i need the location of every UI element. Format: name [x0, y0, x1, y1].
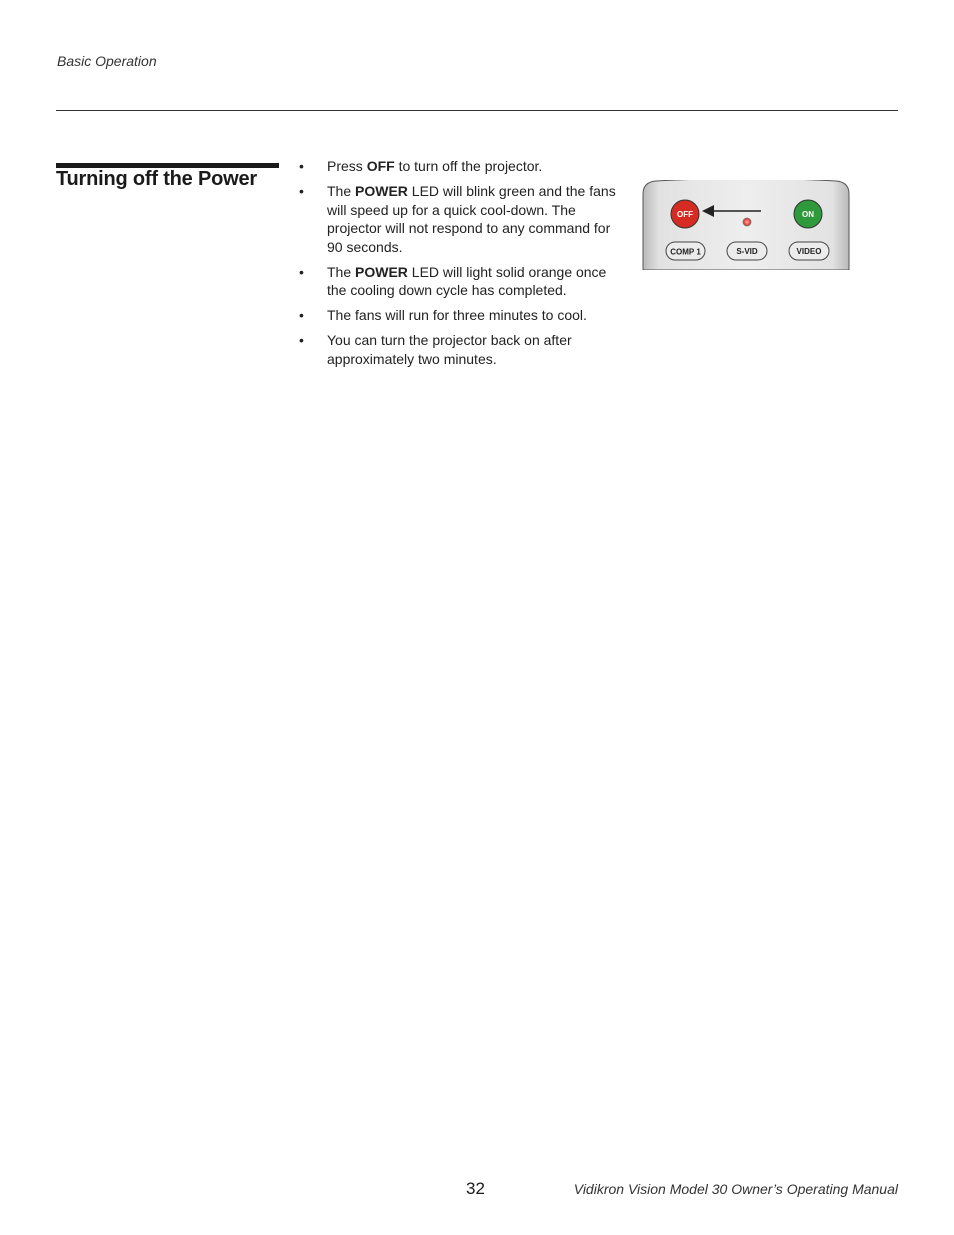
- video-button: [789, 242, 829, 260]
- section-title: Turning off the Power: [56, 168, 257, 190]
- bullet-icon: •: [299, 332, 304, 348]
- list-item: • You can turn the projector back on after approximately two minutes.: [299, 332, 572, 367]
- on-button: [794, 200, 822, 228]
- svg-text:ON: ON: [802, 210, 814, 219]
- list-item: • The fans will run for three minutes to cool.: [299, 307, 587, 323]
- svg-text:OFF: OFF: [677, 210, 693, 219]
- remote-control-illustration: [642, 180, 850, 270]
- svid-button: [727, 242, 767, 260]
- manual-title: Vidikron Vision Model 30 Owner’s Operating Manual: [573, 1181, 898, 1197]
- list-item: • The POWER LED will blink green and the fans will speed up for a quick cool-down. The projector will not respond to any command for 90 seconds.: [299, 183, 616, 255]
- off-button: [671, 200, 699, 228]
- bullet-icon: •: [299, 263, 304, 280]
- svg-text:VIDEO: VIDEO: [796, 247, 822, 256]
- bullet-icon: •: [299, 183, 304, 199]
- page-number: 32: [466, 1179, 485, 1198]
- header-divider: [56, 110, 898, 111]
- instruction-list: [299, 157, 624, 375]
- running-header: Basic Operation: [57, 53, 157, 69]
- bullet-icon: •: [299, 307, 304, 323]
- list-item: • Press OFF to turn off the projector.: [299, 158, 543, 174]
- comp1-button: [666, 242, 705, 260]
- bullet-icon: •: [299, 158, 304, 174]
- svg-text:S-VID: S-VID: [736, 247, 758, 256]
- list-item: • The POWER LED will light solid orange once the cooling down cycle has completed.: [299, 263, 607, 298]
- svg-text:COMP 1: COMP 1: [670, 247, 701, 257]
- power-led-icon: [743, 218, 751, 226]
